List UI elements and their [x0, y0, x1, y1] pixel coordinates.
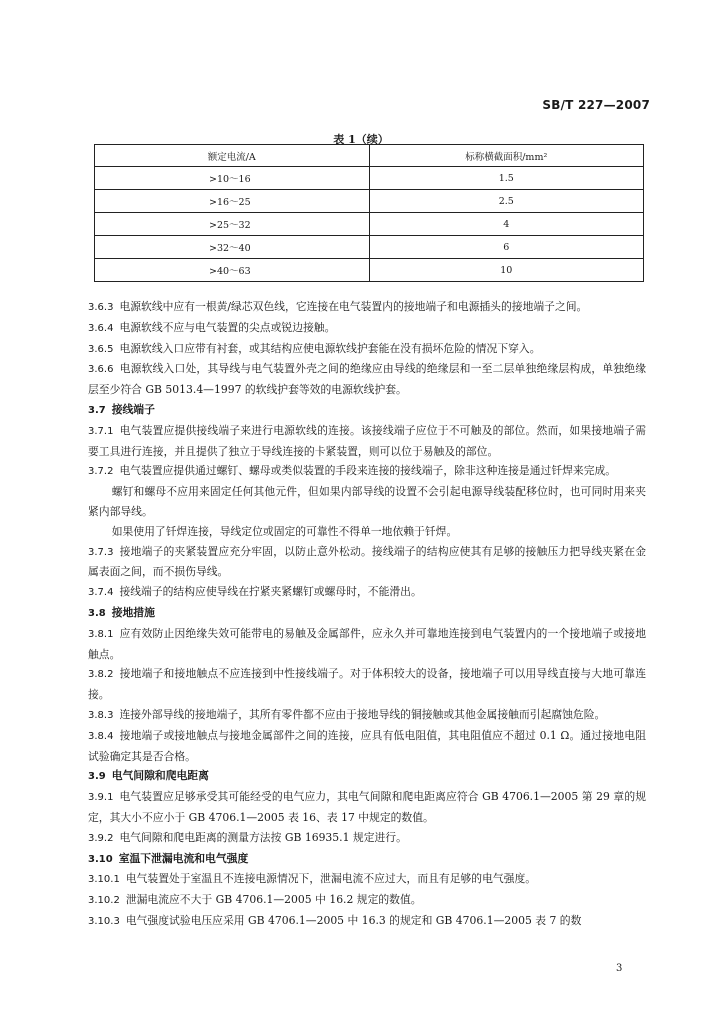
clause-text: 接线端子的结构应使导线在拧紧夹紧螺钉或螺母时，不能滑出。	[119, 585, 422, 599]
clause-text: 接地端子的夹紧装置应充分牢固，以防止意外松动。接线端子的结构应使其有足够的接触压力把导线夹紧在金属表面之间，而不损伤导线。	[88, 544, 646, 579]
clause-paragraph	[88, 421, 646, 462]
clause-paragraph	[88, 542, 646, 583]
section-heading	[88, 766, 646, 787]
clause-text: 应有效防止因绝缘失效可能带电的易触及金属部件，应永久并可靠地连接到电气装置内的一个接地端子或接地触点。	[88, 626, 646, 661]
clause-paragraph	[88, 726, 646, 767]
clause-paragraph	[88, 582, 646, 603]
section-heading	[88, 849, 646, 870]
clause-number: 3.8.4	[88, 730, 114, 742]
clause-paragraph	[88, 705, 646, 726]
rated-current-cell: >25～32	[95, 213, 370, 236]
clause-text: 电气间隙和爬电距离的测量方法按 GB 16935.1 规定进行。	[119, 830, 407, 844]
table-header-row	[95, 145, 644, 167]
clause-text: 接地端子或接地触点与接地金属部件之间的连接，应具有低电阻值，其电阻值应不超过 0.1 Ω。通过接地电阻试验确定其是否合格。	[88, 728, 646, 763]
clause-text: 连接外部导线的接地端子，其所有零件都不应由于接地导线的铜接触或其他金属接触而引起腐蚀危险。	[119, 707, 606, 721]
clause-text: 电源软线入口应带有衬套，或其结构应使电源软线护套能在没有损坏危险的情况下穿入。	[119, 341, 541, 355]
clause-text: 电气间隙和爬电距离	[111, 769, 209, 783]
table-row	[95, 167, 644, 190]
clause-text: 电源软线中应有一根黄/绿芯双色线，它连接在电气装置内的接地端子和电源插头的接地端子之间。	[119, 300, 588, 313]
clause-number: 3.8.3	[88, 709, 114, 721]
column-header-cross-section: 标称横截面积/mm²	[369, 145, 644, 167]
clause-text: 电气装置应足够承受其可能经受的电气应力，其电气间隙和爬电距离应符合 GB 4706.1—2005 第 29 章的规定，其大小不应小于 GB 4706.1—2005 表 16、表 17 中规定的数值。	[88, 790, 646, 824]
clause-paragraph	[88, 664, 646, 705]
clause-number: 3.6.5	[88, 343, 114, 355]
clause-text: 泄漏电流应不大于 GB 4706.1—2005 中 16.2 规定的数值。	[125, 893, 422, 907]
clause-paragraph	[88, 869, 646, 890]
clause-text: 电气装置处于室温且不连接电源情况下，泄漏电流不应过大，而且有足够的电气强度。	[125, 872, 537, 886]
clause-paragraph	[88, 461, 646, 482]
clause-paragraph	[88, 297, 646, 318]
clause-paragraph	[88, 318, 646, 339]
clause-number: 3.10	[88, 853, 113, 865]
clause-number: 3.7	[88, 404, 106, 416]
clause-paragraph	[88, 339, 646, 360]
clause-paragraph	[88, 911, 646, 932]
clause-text: 电源软线不应与电气装置的尖点或锐边接触。	[119, 320, 336, 334]
clause-number: 3.7.4	[88, 587, 114, 599]
rated-current-cell: >40～63	[95, 259, 370, 282]
clause-number: 3.7.1	[88, 425, 114, 437]
table-caption: 表 1（续）	[333, 133, 389, 146]
section-heading	[88, 400, 646, 421]
clause-paragraph	[88, 828, 646, 849]
clause-text: 电气强度试验电压应采用 GB 4706.1—2005 中 16.3 的规定和 GB 4706.1—2005 表 7 的数	[125, 913, 582, 927]
rated-current-cell: >10～16	[95, 167, 370, 190]
clause-number: 3.10.1	[88, 874, 120, 886]
cross-section-cell: 2.5	[369, 190, 644, 213]
page-number: 3	[616, 963, 623, 974]
table-row	[95, 190, 644, 213]
body-text	[88, 297, 646, 932]
conductor-size-table	[94, 144, 644, 282]
column-header-rated-current: 额定电流/A	[95, 145, 370, 167]
clause-paragraph	[88, 890, 646, 911]
clause-number: 3.10.2	[88, 895, 120, 907]
cross-section-cell: 10	[369, 259, 644, 282]
clause-number: 3.8.1	[88, 628, 114, 640]
clause-text: 接线端子	[111, 402, 155, 416]
clause-number: 3.7.2	[88, 466, 114, 478]
clause-number: 3.6.4	[88, 322, 114, 334]
clause-number: 3.10.3	[88, 915, 120, 927]
clause-paragraph	[88, 482, 646, 522]
clause-number: 3.9	[88, 771, 106, 783]
standard-number: SB/T 227—2007	[542, 98, 650, 112]
clause-number: 3.6.6	[88, 364, 114, 376]
clause-number: 3.8.2	[88, 669, 114, 681]
clause-number: 3.7.3	[88, 546, 114, 558]
clause-paragraph	[88, 624, 646, 665]
clause-text: 电气装置应提供接线端子来进行电源软线的连接。该接线端子应位于不可触及的部位。然而，如果接地端子需要工具进行连接，并且提供了独立于导线连接的卡紧装置，则可以位于易触及的部位。	[88, 423, 646, 458]
table-row	[95, 236, 644, 259]
table-row	[95, 213, 644, 236]
clause-number: 3.8	[88, 607, 106, 619]
section-heading	[88, 603, 646, 624]
clause-text: 螺钉和螺母不应用来固定任何其他元件，但如果内部导线的设置不会引起电源导线装配移位时，也可同时用来夹紧内部导线。	[88, 485, 646, 518]
clause-paragraph	[88, 787, 646, 828]
cross-section-cell: 1.5	[369, 167, 644, 190]
clause-paragraph	[88, 359, 646, 400]
cross-section-cell: 6	[369, 236, 644, 259]
clause-text: 电气装置应提供通过螺钉、螺母或类似装置的手段来连接的接线端子，除非这种连接是通过钎焊来完成。	[119, 464, 617, 478]
rated-current-cell: >32～40	[95, 236, 370, 259]
table-row	[95, 259, 644, 282]
clause-number: 3.6.3	[88, 302, 114, 313]
clause-text: 接地措施	[111, 605, 155, 619]
clause-text: 电源软线入口处，其导线与电气装置外壳之间的绝缘应由导线的绝缘层和一至二层单独绝缘层构成，单独绝缘层至少符合 GB 5013.4—1997 的软线护套等效的电源软线护套。	[88, 362, 646, 397]
rated-current-cell: >16～25	[95, 190, 370, 213]
clause-text: 接地端子和接地触点不应连接到中性接线端子。对于体积较大的设备，接地端子可以用导线直接与大地可靠连接。	[88, 667, 646, 702]
clause-number: 3.9.1	[88, 792, 114, 804]
cross-section-cell: 4	[369, 213, 644, 236]
clause-text: 室温下泄漏电流和电气强度	[118, 851, 249, 865]
clause-paragraph	[88, 522, 646, 542]
clause-number: 3.9.2	[88, 832, 114, 844]
clause-text: 如果使用了钎焊连接，导线定位或固定的可靠性不得单一地依赖于钎焊。	[111, 524, 458, 538]
